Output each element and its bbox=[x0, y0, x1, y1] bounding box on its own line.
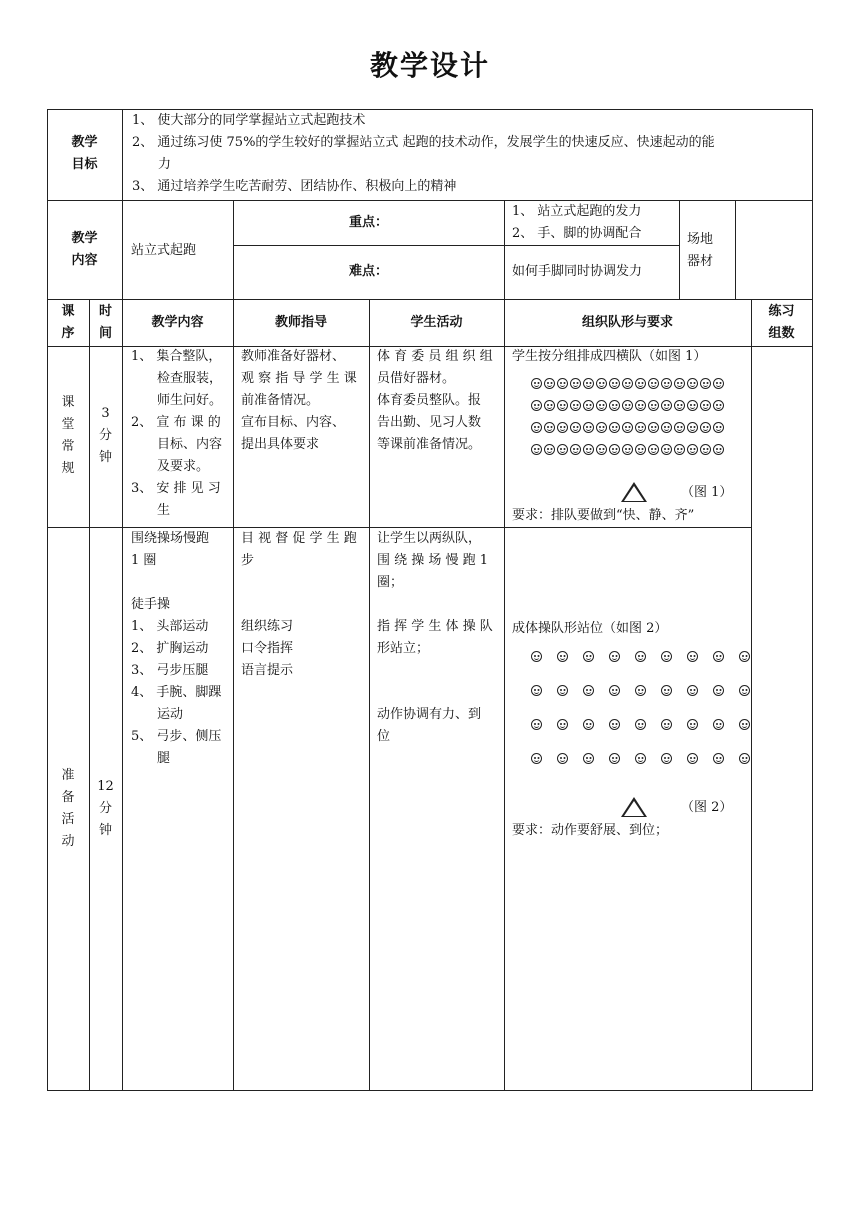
warmup-student: 让学生以两纵队， 围 绕 操 场 慢 跑 1 圈； 指 挥 学 生 体 操 队 形站立； 动作协调有力、到 位 bbox=[377, 531, 493, 744]
difficulty-label: 难点： bbox=[348, 264, 388, 279]
venue-label: 场地 器材 bbox=[687, 232, 714, 269]
student-smiley-icon bbox=[557, 651, 568, 662]
student-smiley-icon bbox=[531, 378, 542, 389]
student-smiley-icon bbox=[609, 753, 620, 764]
student-smiley-icon bbox=[531, 719, 542, 730]
formation-row bbox=[531, 651, 765, 662]
triangle-inner bbox=[624, 801, 644, 816]
student-smiley-icon bbox=[635, 444, 646, 455]
objectives-label: 教学 目标 bbox=[71, 135, 98, 172]
header-teacher: 教师指导 bbox=[274, 315, 327, 330]
student-smiley-icon bbox=[609, 685, 620, 696]
student-smiley-icon bbox=[739, 685, 750, 696]
student-smiley-icon bbox=[609, 444, 620, 455]
student-smiley-icon bbox=[596, 378, 607, 389]
student-smiley-icon bbox=[531, 422, 542, 433]
student-smiley-icon bbox=[609, 719, 620, 730]
student-smiley-icon bbox=[531, 651, 542, 662]
student-smiley-icon bbox=[739, 753, 750, 764]
student-smiley-icon bbox=[739, 651, 750, 662]
student-smiley-icon bbox=[674, 422, 685, 433]
student-smiley-icon bbox=[609, 378, 620, 389]
header-time: 时 间 bbox=[98, 304, 112, 341]
student-smiley-icon bbox=[531, 400, 542, 411]
student-smiley-icon bbox=[687, 753, 698, 764]
student-smiley-icon bbox=[661, 378, 672, 389]
student-smiley-icon bbox=[648, 378, 659, 389]
student-smiley-icon bbox=[557, 685, 568, 696]
header-content: 教学内容 bbox=[151, 315, 204, 330]
figure-2-label: （图 2） bbox=[681, 800, 733, 815]
student-smiley-icon bbox=[570, 400, 581, 411]
student-smiley-icon bbox=[700, 400, 711, 411]
student-smiley-icon bbox=[661, 651, 672, 662]
formation-row bbox=[531, 400, 726, 411]
routine-requirement: 要求：排队要做到“快、静、齐” bbox=[512, 508, 695, 523]
student-smiley-icon bbox=[544, 422, 555, 433]
key-points-label: 重点： bbox=[348, 215, 388, 230]
student-smiley-icon bbox=[583, 651, 594, 662]
student-smiley-icon bbox=[557, 444, 568, 455]
student-smiley-icon bbox=[557, 378, 568, 389]
student-smiley-icon bbox=[713, 651, 724, 662]
student-smiley-icon bbox=[583, 422, 594, 433]
student-smiley-icon bbox=[687, 685, 698, 696]
header-student: 学生活动 bbox=[410, 315, 463, 330]
student-smiley-icon bbox=[739, 719, 750, 730]
key-point-2: 2、 手、脚的协调配合 bbox=[512, 226, 642, 241]
formation-row bbox=[531, 444, 726, 455]
student-smiley-icon bbox=[544, 444, 555, 455]
student-smiley-icon bbox=[609, 400, 620, 411]
student-smiley-icon bbox=[570, 422, 581, 433]
content-topic: 站立式起跑 bbox=[131, 243, 197, 258]
student-smiley-icon bbox=[596, 444, 607, 455]
student-smiley-icon bbox=[531, 753, 542, 764]
warmup-section-label: 准 备 活 动 bbox=[61, 768, 75, 849]
student-smiley-icon bbox=[596, 400, 607, 411]
objectives-item-2-cont: 力 bbox=[158, 157, 172, 172]
student-smiley-icon bbox=[583, 444, 594, 455]
student-smiley-icon bbox=[661, 444, 672, 455]
student-smiley-icon bbox=[648, 400, 659, 411]
student-smiley-icon bbox=[687, 422, 698, 433]
routine-formation-text: 学生按分组排成四横队（如图 1） bbox=[512, 349, 707, 364]
triangle-inner bbox=[624, 486, 644, 501]
routine-teacher: 教师准备好器材、 观 察 指 导 学 生 课 前准备情况。 宣布目标、内容、 提出具体要求 bbox=[241, 349, 357, 452]
student-smiley-icon bbox=[622, 444, 633, 455]
student-smiley-icon bbox=[648, 422, 659, 433]
objectives-item-3: 3、 通过培养学生吃苦耐劳、团结协作、积极向上的精神 bbox=[132, 179, 457, 194]
warmup-time: 12 分 钟 bbox=[97, 779, 114, 838]
student-smiley-icon bbox=[687, 378, 698, 389]
student-smiley-icon bbox=[583, 400, 594, 411]
student-smiley-icon bbox=[674, 378, 685, 389]
student-smiley-icon bbox=[583, 753, 594, 764]
key-point-1: 1、 站立式起跑的发力 bbox=[512, 204, 642, 219]
student-smiley-icon bbox=[635, 422, 646, 433]
student-smiley-icon bbox=[583, 685, 594, 696]
student-smiley-icon bbox=[687, 444, 698, 455]
student-smiley-icon bbox=[713, 685, 724, 696]
student-smiley-icon bbox=[700, 444, 711, 455]
content-label: 教学 内容 bbox=[71, 231, 98, 268]
student-smiley-icon bbox=[661, 685, 672, 696]
objectives-item-2: 2、 通过练习使 75%的学生较好的掌握站立式 起跑的技术动作，发展学生的快速反应、快速起动的能 bbox=[132, 135, 715, 150]
student-smiley-icon bbox=[687, 651, 698, 662]
student-smiley-icon bbox=[661, 400, 672, 411]
student-smiley-icon bbox=[544, 378, 555, 389]
page-title: 教学设计 bbox=[369, 49, 490, 82]
student-smiley-icon bbox=[622, 400, 633, 411]
student-smiley-icon bbox=[648, 444, 659, 455]
student-smiley-icon bbox=[674, 400, 685, 411]
student-smiley-icon bbox=[557, 422, 568, 433]
header-formation: 组织队形与要求 bbox=[581, 315, 673, 330]
student-smiley-icon bbox=[622, 378, 633, 389]
objectives-item-1: 1、 使大部分的同学掌握站立式起跑技术 bbox=[132, 113, 366, 128]
student-smiley-icon bbox=[635, 753, 646, 764]
formation-row bbox=[531, 719, 765, 730]
student-smiley-icon bbox=[661, 719, 672, 730]
header-order: 课 序 bbox=[61, 304, 75, 341]
figure-1-label: （图 1） bbox=[681, 485, 733, 500]
warmup-requirement: 要求：动作要舒展、到位； bbox=[512, 823, 669, 838]
student-smiley-icon bbox=[713, 422, 724, 433]
student-smiley-icon bbox=[713, 719, 724, 730]
student-smiley-icon bbox=[557, 719, 568, 730]
student-smiley-icon bbox=[635, 400, 646, 411]
routine-student: 体 育 委 员 组 织 组 员借好器材。 体育委员整队。报 告出勤、见习人数 等课前准备情况。 bbox=[377, 349, 493, 452]
formation-row bbox=[531, 753, 765, 764]
student-smiley-icon bbox=[596, 422, 607, 433]
formation-row bbox=[531, 422, 726, 433]
student-smiley-icon bbox=[635, 719, 646, 730]
warmup-formation-text: 成体操队形站位（如图 2） bbox=[512, 621, 668, 636]
student-smiley-icon bbox=[713, 753, 724, 764]
student-smiley-icon bbox=[544, 400, 555, 411]
student-smiley-icon bbox=[570, 444, 581, 455]
student-smiley-icon bbox=[570, 378, 581, 389]
header-practice: 练习 组数 bbox=[768, 304, 795, 341]
student-smiley-icon bbox=[609, 422, 620, 433]
student-smiley-icon bbox=[635, 685, 646, 696]
student-smiley-icon bbox=[661, 422, 672, 433]
student-smiley-icon bbox=[622, 422, 633, 433]
student-smiley-icon bbox=[713, 400, 724, 411]
student-smiley-icon bbox=[713, 378, 724, 389]
student-smiley-icon bbox=[557, 400, 568, 411]
formation-row bbox=[531, 685, 765, 696]
warmup-content: 围绕操场慢跑 1 圈 徒手操 1、 头部运动 2、 扩胸运动 3、 弓步压腿 4、 手腕、脚踝 运动 5、 弓步、侧压 腿 bbox=[131, 531, 222, 766]
warmup-teacher: 目 视 督 促 学 生 跑 步 组织练习 口令指挥 语言提示 bbox=[241, 531, 357, 678]
difficulty-text: 如何手脚同时协调发力 bbox=[512, 264, 643, 279]
student-smiley-icon bbox=[687, 400, 698, 411]
student-smiley-icon bbox=[713, 444, 724, 455]
routine-section-label: 课 堂 常 规 bbox=[61, 395, 75, 476]
student-smiley-icon bbox=[531, 444, 542, 455]
student-smiley-icon bbox=[583, 719, 594, 730]
student-smiley-icon bbox=[661, 753, 672, 764]
student-smiley-icon bbox=[674, 444, 685, 455]
student-smiley-icon bbox=[557, 753, 568, 764]
routine-content: 1、 集合整队， 检查服装， 师生问好。 2、 宣 布 课 的 目标、内容 及要求。 3、 安 排 见 习 生 bbox=[131, 349, 223, 518]
student-smiley-icon bbox=[635, 651, 646, 662]
student-smiley-icon bbox=[700, 378, 711, 389]
student-smiley-icon bbox=[635, 378, 646, 389]
student-smiley-icon bbox=[687, 719, 698, 730]
student-smiley-icon bbox=[583, 378, 594, 389]
student-smiley-icon bbox=[700, 422, 711, 433]
student-smiley-icon bbox=[609, 651, 620, 662]
student-smiley-icon bbox=[531, 685, 542, 696]
formation-row bbox=[531, 378, 726, 389]
routine-time: 3 分 钟 bbox=[98, 406, 112, 465]
